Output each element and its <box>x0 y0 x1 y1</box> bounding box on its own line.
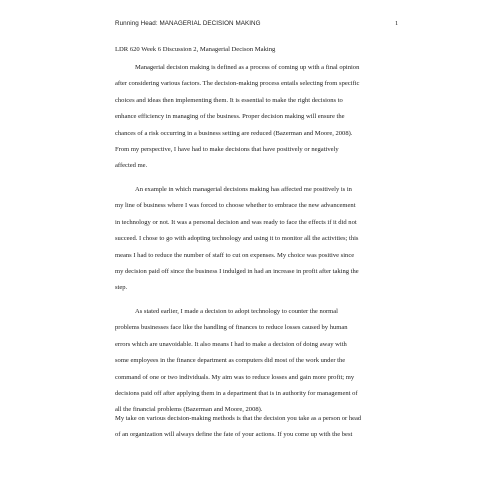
paragraph-line: means I had to reduce the number of staff to cut on expenses. My choice was positive since <box>115 251 355 259</box>
paragraph-line: My take on various decision-making methods is that the decision you take as a person or head <box>115 415 362 422</box>
paragraph-line: chances of a risk occurring in a business setting are reduced (Bazerman and Moore, 2008). <box>115 129 353 137</box>
paragraph-definition <box>115 60 399 175</box>
running-head: Running Head: MANAGERIAL DECISION MAKING <box>115 20 261 27</box>
paragraph-line: my decision paid off since the business I indulged in had an increase in profit after taking the <box>115 267 359 275</box>
paragraph-line: after considering various factors. The decision-making process entails selecting from specific <box>115 80 360 88</box>
paragraph-line: all the financial problems (Bazerman and Moore, 2008). <box>115 406 263 414</box>
paragraph-line: decisions paid off after applying them in a department that is in authority for management of <box>115 389 358 397</box>
paragraph-line: Managerial decision making is defined as a process of coming up with a final opinion <box>135 64 360 71</box>
paragraph-line: As stated earlier, I made a decision to adopt technology to counter the normal <box>135 308 338 315</box>
paragraph-line: in technology or not. It was a personal decision and was ready to face the effects if it did not <box>115 218 357 226</box>
paragraph-line: problems businesses face like the handling of finances to reduce losses caused by human <box>115 324 348 332</box>
paragraph-technology-decision <box>115 304 399 419</box>
document-title: LDR 620 Week 6 Discussion 2, Managerial Decison Making <box>115 46 276 53</box>
paragraph-decision-methods <box>115 411 399 444</box>
page-number: 1 <box>395 20 399 27</box>
paragraph-line: From my perspective, I have had to make decisions that have positively or negatively <box>115 145 339 153</box>
paragraph-line: of an organization will always define the fate of your actions. If you come up with the best <box>115 431 353 439</box>
paragraph-line: command of one or two individuals. My aim was to reduce losses and gain more profit; my <box>115 373 355 381</box>
paragraph-line: enhance efficiency in managing of the business. Proper decision making will ensure the <box>115 113 345 121</box>
paragraph-line: errors which are unavoidable. It also means I had to make a decision of doing away with <box>115 340 347 348</box>
paragraph-line: some employees in the finance department as computers did most of the work under the <box>115 357 346 365</box>
paragraph-line: step. <box>115 284 128 292</box>
paragraph-line: An example in which managerial decisions making has affected me positively is in <box>135 186 352 193</box>
paragraph-line: affected me. <box>115 162 148 170</box>
paragraph-line: my line of business where I was forced to choose whether to embrace the new advancement <box>115 202 356 210</box>
paragraph-line: succeed. I chose to go with adopting technology and using it to monitor all the activities; this <box>115 235 359 243</box>
paragraph-positive-example <box>115 182 399 297</box>
paragraph-line: choices and ideas then implementing them. It is essential to make the right decisions to <box>115 96 343 104</box>
